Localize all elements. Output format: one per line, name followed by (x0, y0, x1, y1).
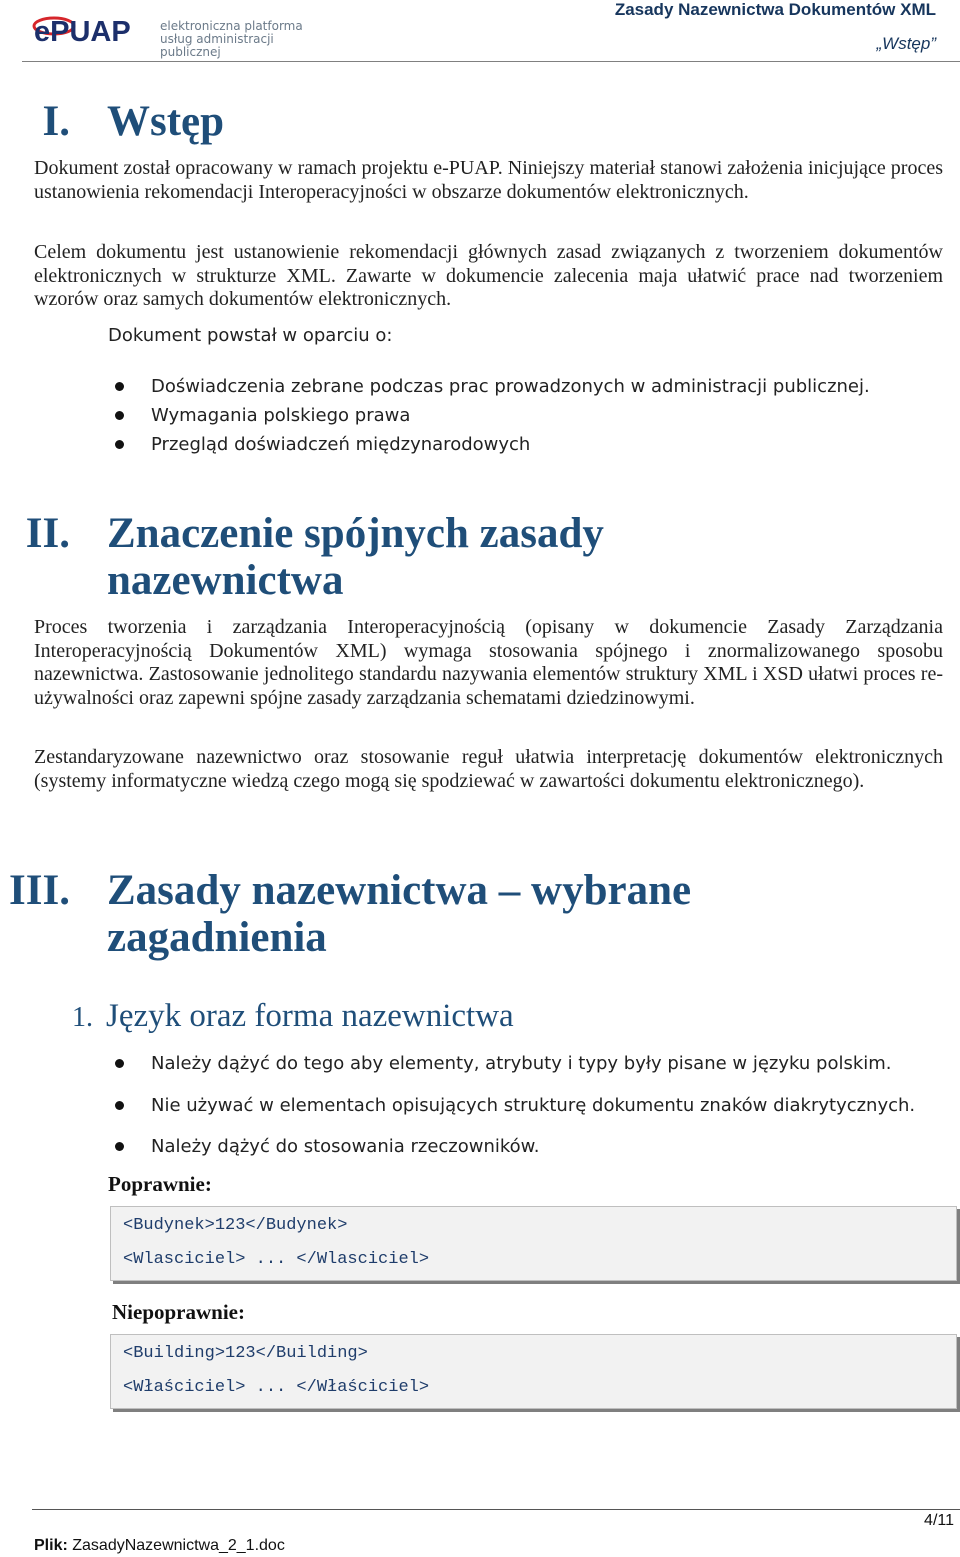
epuap-logo-mark (32, 8, 132, 48)
footer-divider (32, 1509, 960, 1510)
file-name (34, 1537, 285, 1555)
incorrect-code-block (110, 1334, 957, 1409)
section-1-intro: Dokument powstał w oparciu o: (108, 325, 393, 346)
file-label: Plik: (34, 1537, 68, 1554)
section-3-title-line-1: Zasady nazewnictwa – wybrane (107, 867, 692, 914)
list-item: Przegląd doświadczeń międzynarodowych (110, 430, 870, 459)
section-2-title-line-2: nazewnictwa (107, 557, 344, 604)
page-number: 4/11 (924, 1512, 954, 1529)
correct-code-block (110, 1206, 957, 1281)
section-2-heading (0, 510, 900, 606)
section-1-bullet-list (110, 372, 870, 459)
section-1-number: I. (42, 98, 70, 145)
subsection-title: Język oraz forma nazewnictwa (106, 998, 514, 1034)
list-item: Należy dążyć do tego aby elementy, atrybuty i typy były pisane w języku polskim. (110, 1043, 915, 1085)
list-item: Wymagania polskiego prawa (110, 401, 870, 430)
logo-subtitle-line2: usług administracji publicznej (160, 32, 274, 59)
file-name-value: ZasadyNazewnictwa_2_1.doc (72, 1537, 285, 1554)
code-line: <Wlasciciel> ... </Wlasciciel> (123, 1250, 430, 1269)
section-3-number: III. (9, 867, 70, 914)
section-1-title: Wstęp (107, 98, 225, 145)
correct-label: Poprawnie: (108, 1172, 212, 1196)
section-3-bullet-list (110, 1043, 915, 1168)
section-2-number: II. (25, 510, 70, 557)
code-line: <Właściciel> ... </Właściciel> (123, 1378, 430, 1397)
header-divider (22, 61, 960, 62)
list-item: Nie używać w elementach opisujących strukturę dokumentu znaków diakrytycznych. (110, 1085, 915, 1127)
section-2-paragraph-2: Zestandaryzowane nazewnictwo oraz stosowanie reguł ułatwia interpretację dokumentów elektronicznych (systemy informatyczne wiedzą czego mogą się spodziewać w zawartości dokumentu elektronicznego). (34, 746, 943, 792)
section-2-paragraph-1: Proces tworzenia i zarządzania Interoperacyjnością (opisany w dokumencie Zasady Zarządzania Interoperacyjnością Dokumentów XML) wymaga stosowania spójnego i znormalizowanego sposobu nazewnictwa. Zastosowanie jednolitego standardu nazywania elementów struktury XML i XSD ułatwi proces re-używalności oraz zapewni spójne zasady zarządzania schematami dziedzinowymi. (34, 616, 943, 709)
list-item: Doświadczenia zebrane podczas prac prowadzonych w administracji publicznej. (110, 372, 870, 401)
logo-subtitle (160, 20, 322, 59)
section-1-paragraph-2: Celem dokumentu jest ustanowienie rekomendacji głównych zasad związanych z tworzeniem dokumentów elektronicznych w strukturze XML. Zawarte w dokumencie zalecenia maja ułatwić prace nad tworzeniem wzorów oraz samych dokumentów elektronicznych. (34, 241, 943, 310)
logo-text: ePUAP (34, 16, 131, 48)
section-3-heading (0, 867, 900, 963)
subsection-heading (72, 998, 514, 1035)
section-2-title-line-1: Znaczenie spójnych zasady (107, 510, 604, 557)
section-1-paragraph-1: Dokument został opracowany w ramach projektu e-PUAP. Niniejszy materiał stanowi założenia inicjujące proces ustanowienia rekomendacji Interoperacyjności w obszarze dokumentów elektronicznych. (34, 157, 943, 203)
logo-subtitle-line1: elektroniczna platforma (160, 19, 303, 33)
epuap-logo (32, 8, 322, 59)
section-3-title-line-2: zagadnienia (107, 914, 327, 961)
code-line: <Budynek>123</Budynek> (123, 1216, 348, 1235)
section-1-heading (0, 98, 900, 146)
document-title: Zasady Nazewnictwa Dokumentów XML (614, 0, 936, 19)
subsection-number: 1. (72, 1002, 93, 1033)
list-item: Należy dążyć do stosowania rzeczowników. (110, 1126, 915, 1168)
incorrect-label: Niepoprawnie: (112, 1300, 245, 1324)
code-line: <Building>123</Building> (123, 1344, 368, 1363)
running-section: „Wstęp” (876, 34, 936, 53)
